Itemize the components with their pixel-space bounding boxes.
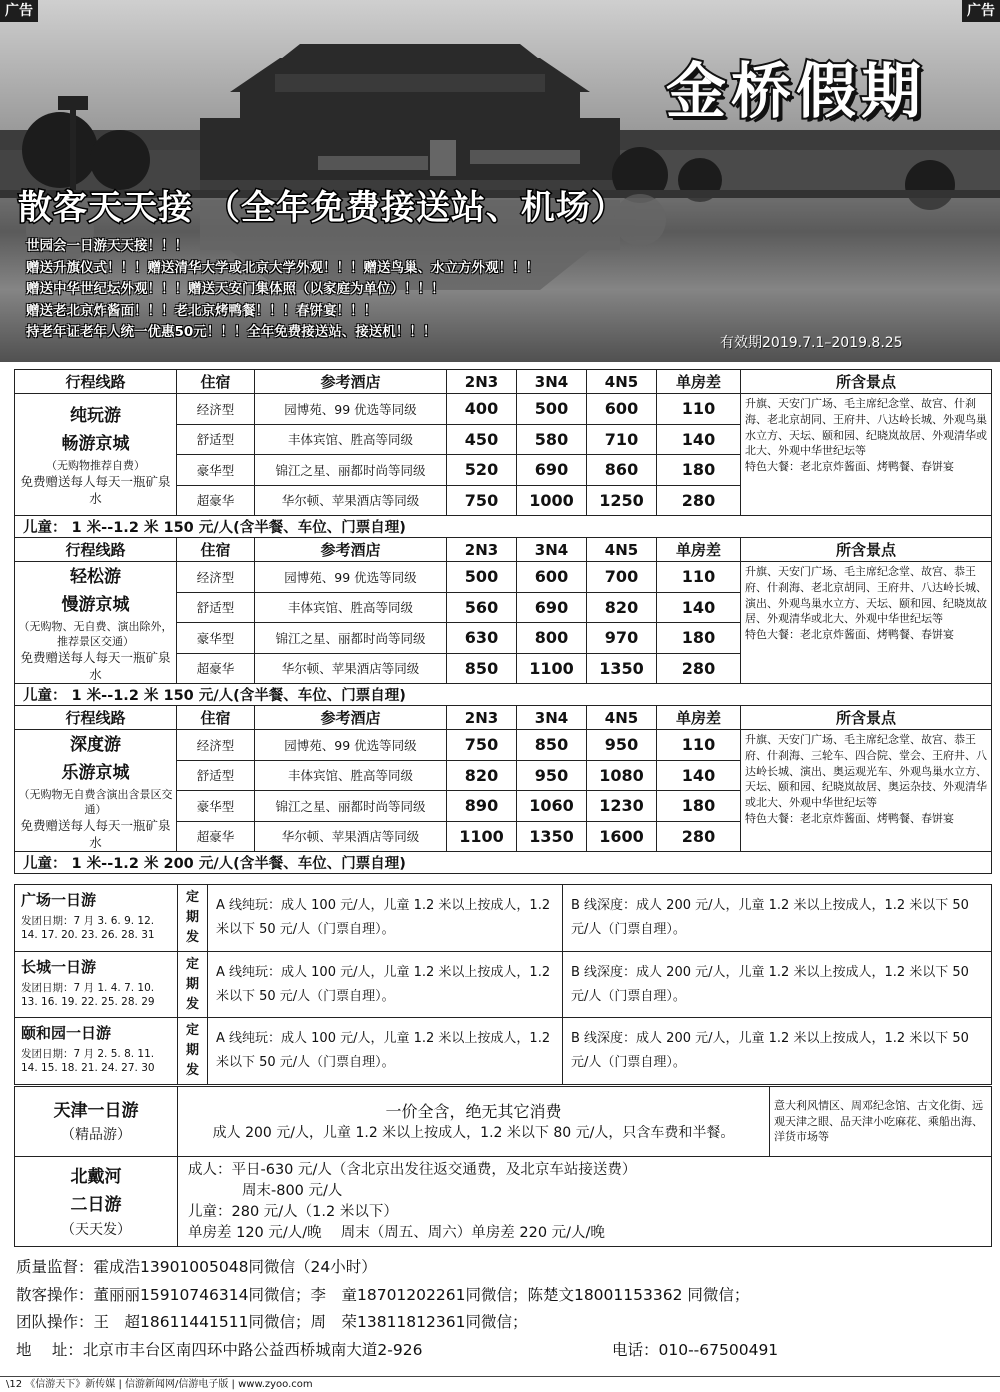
price-cell: 280 [657, 821, 741, 852]
contacts-block [16, 1254, 986, 1364]
column-header: 2N3 [447, 370, 517, 394]
price-cell: 280 [657, 653, 741, 684]
column-header: 参考酒店 [255, 538, 447, 562]
price-cell: 110 [657, 394, 741, 425]
hotel-name: 园博苑、99 优选等同级 [255, 394, 447, 425]
price-cell: 110 [657, 730, 741, 761]
hotel-name: 丰体宾馆、胜高等同级 [255, 760, 447, 791]
promo-line: 世园会一日游天天接！！！ [26, 238, 188, 254]
promo-line: 持老年证老年人统一优惠50元！！！全年免费接送站、接送机！！！ [26, 324, 437, 341]
stay-level: 超豪华 [177, 653, 255, 684]
price-cell: 820 [447, 760, 517, 791]
hotel-name: 华尔顿、苹果酒店等同级 [255, 821, 447, 852]
price-cell: 520 [447, 455, 517, 486]
column-header: 单房差 [657, 370, 741, 394]
price-cell: 850 [517, 730, 587, 761]
stay-level: 豪华型 [177, 455, 255, 486]
column-header: 行程线路 [15, 706, 177, 730]
price-cell: 580 [517, 424, 587, 455]
price-cell: 280 [657, 485, 741, 516]
column-header: 2N3 [447, 706, 517, 730]
price-cell: 500 [447, 562, 517, 593]
column-header: 所含景点 [741, 706, 992, 730]
day-tour-row [15, 885, 992, 952]
beidaihe-price: 成人：平日-630 元/人（含北京出发往返交通费，及北京车站接送费） 周末-800 元/人 儿童：280 元/人（1.2 米以下） 单房差 120 元/人/晚 周末（周五、周六）单房差 220 元/人/晚 [178, 1157, 992, 1247]
fixed-departure: 定期发 [178, 1018, 208, 1085]
price-cell: 890 [447, 791, 517, 822]
beidaihe-name: 北戴河 二日游 （天天发） [15, 1157, 178, 1247]
route-b: B 线深度：成人 200 元/人，儿童 1.2 米以上按成人，1.2 米以下 50 元/人（门票自理）。 [563, 1018, 992, 1085]
price-cell: 690 [517, 592, 587, 623]
price-cell: 630 [447, 623, 517, 654]
price-table [14, 369, 992, 874]
column-header: 3N4 [517, 538, 587, 562]
price-cell: 180 [657, 455, 741, 486]
column-header: 参考酒店 [255, 370, 447, 394]
price-row [15, 394, 992, 425]
hotel-name: 锦江之星、丽都时尚等同级 [255, 791, 447, 822]
price-cell: 1100 [447, 821, 517, 852]
price-cell: 600 [587, 394, 657, 425]
price-cell: 1080 [587, 760, 657, 791]
extra-tour-table [14, 1086, 992, 1247]
route-a: A 线纯玩：成人 100 元/人，儿童 1.2 米以上按成人，1.2 米以下 50 元/人（门票自理）。 [208, 885, 563, 952]
sights-list: 升旗、天安门广场、毛主席纪念堂、故宫、什刹海、老北京胡同、王府井、八达岭长城、外观鸟巢水立方、天坛、颐和园、纪晓岚故居、外观清华或北大、外观中华世纪坛等 特色大餐：老北京炸酱面、烤鸭餐、春饼宴 [741, 394, 992, 516]
ad-tag-left: 广告 [0, 0, 38, 22]
day-tour-table [14, 884, 992, 1085]
route-b: B 线深度：成人 200 元/人，儿童 1.2 米以上按成人，1.2 米以下 50 元/人（门票自理）。 [563, 885, 992, 952]
promo-list [26, 236, 539, 344]
price-cell: 860 [587, 455, 657, 486]
price-cell: 710 [587, 424, 657, 455]
stay-level: 超豪华 [177, 821, 255, 852]
price-cell: 450 [447, 424, 517, 455]
column-header: 住宿 [177, 370, 255, 394]
column-header: 4N5 [587, 370, 657, 394]
column-header: 行程线路 [15, 538, 177, 562]
price-cell: 110 [657, 562, 741, 593]
price-cell: 1100 [517, 653, 587, 684]
price-cell: 140 [657, 760, 741, 791]
route-name: 深度游 乐游京城 （无购物无自费含演出含景区交通） 免费赠送每人每天一瓶矿泉水 [15, 730, 177, 852]
day-tour-row [15, 1018, 992, 1085]
beidaihe-row [15, 1157, 992, 1247]
route-name: 纯玩游 畅游京城 （无购物推荐自费） 免费赠送每人每天一瓶矿泉水 [15, 394, 177, 516]
column-header: 住宿 [177, 706, 255, 730]
price-cell: 750 [447, 485, 517, 516]
route-a: A 线纯玩：成人 100 元/人，儿童 1.2 米以上按成人，1.2 米以下 50 元/人（门票自理）。 [208, 1018, 563, 1085]
hotel-name: 锦江之星、丽都时尚等同级 [255, 455, 447, 486]
day-tour-row [15, 952, 992, 1018]
column-header: 住宿 [177, 538, 255, 562]
tianjin-price: 一价全含，绝无其它消费 成人 200 元/人，儿童 1.2 米以上按成人，1.2 米以下 80 元/人，只含车费和半餐。 [178, 1087, 770, 1157]
price-cell: 1230 [587, 791, 657, 822]
price-row [15, 562, 992, 593]
route-b: B 线深度：成人 200 元/人，儿童 1.2 米以上按成人，1.2 米以下 50 元/人（门票自理）。 [563, 952, 992, 1018]
price-cell: 800 [517, 623, 587, 654]
price-cell: 750 [447, 730, 517, 761]
child-price-row [15, 852, 992, 874]
price-cell: 1250 [587, 485, 657, 516]
price-cell: 1600 [587, 821, 657, 852]
table-header-row [15, 370, 992, 394]
retail-operation: 散客操作：董丽丽15910746314同微信；李 童18701202261同微信；陈楚文18001153362 同微信； [16, 1285, 750, 1304]
price-cell: 600 [517, 562, 587, 593]
promo-line: 赠送中华世纪坛外观！！！赠送天安门集体照（以家庭为单位）！！！ [26, 281, 445, 298]
hotel-name: 园博苑、99 优选等同级 [255, 562, 447, 593]
price-cell: 950 [587, 730, 657, 761]
stay-level: 豪华型 [177, 791, 255, 822]
child-price: 儿童： 1 米--1.2 米 200 元/人(含半餐、车位、门票自理) [15, 852, 992, 874]
column-header: 所含景点 [741, 370, 992, 394]
price-cell: 1060 [517, 791, 587, 822]
table-header-row [15, 706, 992, 730]
column-header: 单房差 [657, 706, 741, 730]
fixed-departure: 定期发 [178, 885, 208, 952]
price-cell: 500 [517, 394, 587, 425]
child-price: 儿童： 1 米--1.2 米 150 元/人(含半餐、车位、门票自理) [15, 516, 992, 538]
child-price-row [15, 516, 992, 538]
price-cell: 180 [657, 791, 741, 822]
child-price-row [15, 684, 992, 706]
price-cell: 950 [517, 760, 587, 791]
column-header: 4N5 [587, 706, 657, 730]
fixed-departure: 定期发 [178, 952, 208, 1018]
hotel-name: 锦江之星、丽都时尚等同级 [255, 623, 447, 654]
group-operation: 团队操作：王 超18611441511同微信；周 荣13811812361同微信； [16, 1313, 528, 1332]
price-cell: 850 [447, 653, 517, 684]
price-row [15, 730, 992, 761]
price-cell: 140 [657, 424, 741, 455]
column-header: 行程线路 [15, 370, 177, 394]
stay-level: 舒适型 [177, 760, 255, 791]
ad-tag-right: 广告 [962, 0, 1000, 22]
day-tour-name: 长城一日游 发团日期：7 月 1. 4. 7. 10. 13. 16. 19. 22. 25. 28. 29 [15, 952, 178, 1018]
sights-list: 升旗、天安门广场、毛主席纪念堂、故宫、恭王府、什刹海、老北京胡同、王府井、八达岭长城、演出、外观鸟巢水立方、天坛、颐和园、纪晓岚故居、外观清华或北大、外观中华世纪坛等 特色大餐：老北京炸酱面、烤鸭餐、春饼宴 [741, 562, 992, 684]
column-header: 2N3 [447, 538, 517, 562]
column-header: 所含景点 [741, 538, 992, 562]
price-cell: 820 [587, 592, 657, 623]
hotel-name: 华尔顿、苹果酒店等同级 [255, 653, 447, 684]
validity-period: 有效期2019.7.1–2019.8.25 [720, 335, 903, 351]
column-header: 3N4 [517, 370, 587, 394]
price-cell: 690 [517, 455, 587, 486]
price-cell: 180 [657, 623, 741, 654]
price-cell: 1000 [517, 485, 587, 516]
price-cell: 700 [587, 562, 657, 593]
route-a: A 线纯玩：成人 100 元/人，儿童 1.2 米以上按成人，1.2 米以下 50 元/人（门票自理）。 [208, 952, 563, 1018]
tianjin-sights: 意大利风情区、周邓纪念馆、古文化街、远观天津之眼、品天津小吃麻花、乘船出海、洋货市场等 [770, 1087, 992, 1157]
tianjin-row [15, 1087, 992, 1157]
tianjin-name: 天津一日游 （精品游） [15, 1087, 178, 1157]
stay-level: 超豪华 [177, 485, 255, 516]
sights-list: 升旗、天安门广场、毛主席纪念堂、故宫、恭王府、什刹海、三轮车、四合院、堂会、王府井、八达岭长城、演出、奥运观光车、外观鸟巢水立方、天坛、颐和园、纪晓岚故居、奥运杂技、外观清华或北大、外观中华世纪坛等 特色大餐：老北京炸酱面、烤鸭餐、春饼宴 [741, 730, 992, 852]
price-cell: 1350 [587, 653, 657, 684]
price-cell: 400 [447, 394, 517, 425]
price-cell: 560 [447, 592, 517, 623]
stay-level: 舒适型 [177, 424, 255, 455]
column-header: 3N4 [517, 706, 587, 730]
column-header: 4N5 [587, 538, 657, 562]
stay-level: 经济型 [177, 562, 255, 593]
page-footer: \12 《信游天下》新传媒 | 信游新闻网/信游电子版 | www.zyoo.com [0, 1376, 1000, 1392]
price-cell: 1350 [517, 821, 587, 852]
price-cell: 970 [587, 623, 657, 654]
stay-level: 豪华型 [177, 623, 255, 654]
stay-level: 经济型 [177, 730, 255, 761]
day-tour-name: 广场一日游 发团日期：7 月 3. 6. 9. 12. 14. 17. 20. 23. 26. 28. 31 [15, 885, 178, 952]
address-line [16, 1337, 986, 1365]
hotel-name: 园博苑、99 优选等同级 [255, 730, 447, 761]
address: 地 址：北京市丰台区南四环中路公益西桥城南大道2-926 [16, 1340, 423, 1359]
quality-supervision: 质量监督：霍成浩13901005048同微信（24小时） [16, 1258, 377, 1276]
hero-banner [0, 0, 1000, 362]
promo-line: 赠送老北京炸酱面！！！老北京烤鸭餐！！！春饼宴！！！ [26, 302, 377, 319]
stay-level: 经济型 [177, 394, 255, 425]
day-tour-name: 颐和园一日游 发团日期：7 月 2. 5. 8. 11. 14. 15. 18. 21. 24. 27. 30 [15, 1018, 178, 1085]
promo-line: 赠送升旗仪式！！！赠送清华大学或北京大学外观！！！赠送鸟巢、水立方外观！！！ [26, 259, 539, 276]
hotel-name: 丰体宾馆、胜高等同级 [255, 592, 447, 623]
child-price: 儿童： 1 米--1.2 米 150 元/人(含半餐、车位、门票自理) [15, 684, 992, 706]
hotel-name: 丰体宾馆、胜高等同级 [255, 424, 447, 455]
table-header-row [15, 538, 992, 562]
brand-logo: 金桥假期 [666, 57, 926, 127]
headline: 散客天天接 （全年免费接送站、机场） [18, 188, 626, 228]
phone: 电话：010--67500491 [612, 1340, 779, 1359]
route-name: 轻松游 慢游京城 （无购物、无自费、演出除外，推荐景区交通） 免费赠送每人每天一瓶矿泉水 [15, 562, 177, 684]
stay-level: 舒适型 [177, 592, 255, 623]
column-header: 单房差 [657, 538, 741, 562]
hotel-name: 华尔顿、苹果酒店等同级 [255, 485, 447, 516]
column-header: 参考酒店 [255, 706, 447, 730]
price-cell: 140 [657, 592, 741, 623]
